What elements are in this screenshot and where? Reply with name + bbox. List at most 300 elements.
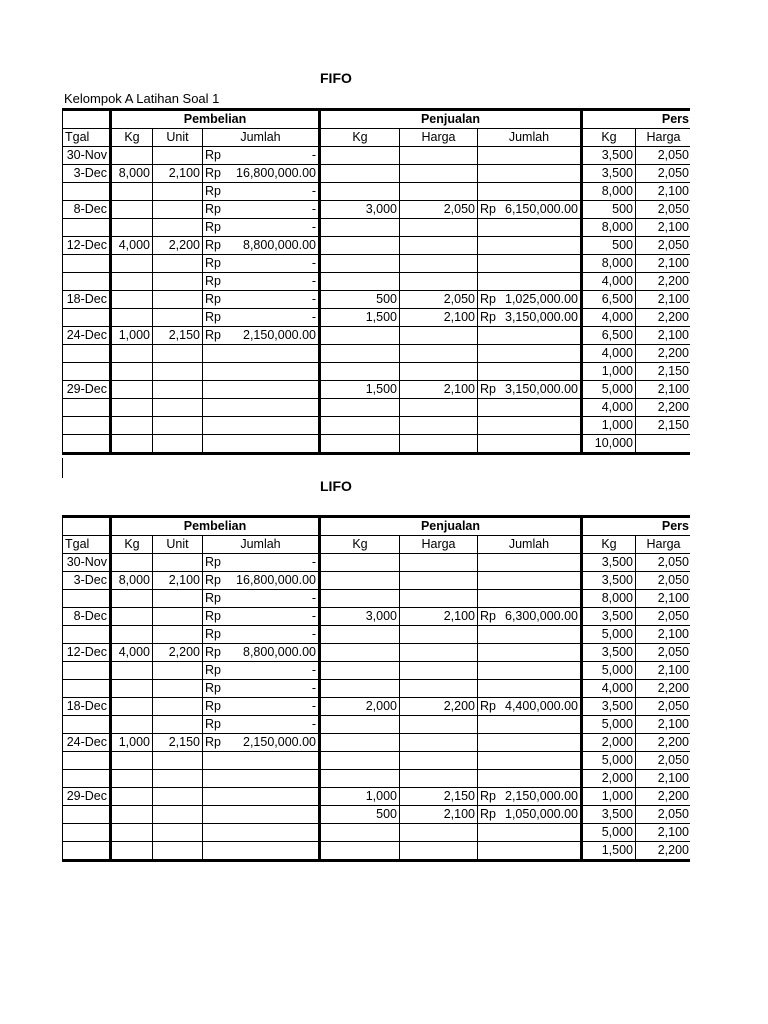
purchase-kg-cell xyxy=(111,788,153,806)
date-cell xyxy=(63,399,111,417)
inventory-price-cell: 2,100 xyxy=(636,255,692,273)
inventory-kg-cell: 2,000 xyxy=(582,770,636,788)
sale-kg-cell xyxy=(320,345,400,363)
inventory-kg-cell: 3,500 xyxy=(582,147,636,165)
currency-label: Rp xyxy=(205,735,221,749)
sale-amount-cell xyxy=(478,572,582,590)
fifo-column-header-0: Tgal xyxy=(63,129,111,147)
purchase-unit-cell xyxy=(153,806,203,824)
lifo-table-row xyxy=(63,824,692,842)
inventory-kg-cell: 1,000 xyxy=(582,363,636,381)
inventory-price-cell: 2,150 xyxy=(636,417,692,435)
purchase-kg-cell xyxy=(111,363,153,381)
purchase-amount-cell xyxy=(203,662,320,680)
lifo-table-row xyxy=(63,734,692,752)
purchase-amount-value: 2,150,000.00 xyxy=(243,735,316,749)
sale-kg-cell xyxy=(320,554,400,572)
lifo-group-header-row xyxy=(63,517,692,536)
purchase-amount-value: - xyxy=(311,292,316,306)
sale-kg-cell xyxy=(320,842,400,861)
fifo-table-row xyxy=(63,183,692,201)
sale-price-cell xyxy=(400,752,478,770)
purchase-unit-cell: 2,200 xyxy=(153,237,203,255)
purchase-unit-cell xyxy=(153,842,203,861)
purchase-amount-value: - xyxy=(311,274,316,288)
purchase-amount-cell xyxy=(203,806,320,824)
lifo-column-header-6: Jumlah xyxy=(478,536,582,554)
sale-kg-cell xyxy=(320,680,400,698)
purchase-amount-value: - xyxy=(311,202,316,216)
inventory-price-cell: 2,100 xyxy=(636,327,692,345)
date-cell xyxy=(63,345,111,363)
purchase-amount-cell xyxy=(203,680,320,698)
fifo-table-row xyxy=(63,399,692,417)
purchase-amount-value: - xyxy=(311,220,316,234)
sale-kg-cell xyxy=(320,644,400,662)
sale-amount-cell xyxy=(478,201,582,219)
purchase-amount-cell xyxy=(203,327,320,345)
purchase-unit-cell xyxy=(153,363,203,381)
purchase-amount-cell xyxy=(203,435,320,454)
currency-label: Rp xyxy=(205,148,221,162)
purchase-amount-cell xyxy=(203,752,320,770)
purchase-amount-cell xyxy=(203,417,320,435)
fifo-table xyxy=(62,108,692,455)
sale-kg-cell xyxy=(320,255,400,273)
sale-amount-wrap xyxy=(480,806,578,823)
purchase-amount-value: - xyxy=(311,184,316,198)
purchase-unit-cell xyxy=(153,309,203,327)
inventory-kg-cell: 5,000 xyxy=(582,662,636,680)
lifo-column-header-7: Kg xyxy=(582,536,636,554)
purchase-amount-value: - xyxy=(311,717,316,731)
inventory-kg-cell: 5,000 xyxy=(582,716,636,734)
sale-price-cell: 2,050 xyxy=(400,291,478,309)
date-cell xyxy=(63,590,111,608)
purchase-amount-cell xyxy=(203,345,320,363)
sale-price-cell xyxy=(400,554,478,572)
inventory-price-cell: 2,200 xyxy=(636,399,692,417)
purchase-kg-cell xyxy=(111,680,153,698)
sale-kg-cell xyxy=(320,165,400,183)
lifo-group-header-1: Pembelian xyxy=(111,517,320,536)
date-cell xyxy=(63,219,111,237)
sale-price-cell xyxy=(400,590,478,608)
sale-kg-cell xyxy=(320,626,400,644)
sale-amount-cell xyxy=(478,716,582,734)
date-cell xyxy=(63,363,111,381)
purchase-kg-cell: 8,000 xyxy=(111,165,153,183)
purchase-unit-cell xyxy=(153,417,203,435)
lifo-table-row xyxy=(63,644,692,662)
sale-amount-cell xyxy=(478,806,582,824)
currency-label: Rp xyxy=(205,256,221,270)
purchase-amount-value: - xyxy=(311,627,316,641)
lifo-table-row xyxy=(63,680,692,698)
inventory-price-cell: 2,200 xyxy=(636,734,692,752)
purchase-amount-cell xyxy=(203,608,320,626)
date-cell xyxy=(63,752,111,770)
currency-label: Rp xyxy=(205,202,221,216)
lifo-column-header-4: Kg xyxy=(320,536,400,554)
fifo-subtitle: Kelompok A Latihan Soal 1 xyxy=(64,91,220,106)
inventory-kg-cell: 5,000 xyxy=(582,824,636,842)
purchase-kg-cell xyxy=(111,752,153,770)
purchase-amount-value: - xyxy=(311,609,316,623)
sale-kg-cell xyxy=(320,435,400,454)
sale-amount-value: 6,300,000.00 xyxy=(505,609,578,623)
sale-amount-cell xyxy=(478,363,582,381)
fifo-table-row xyxy=(63,309,692,327)
sale-amount-wrap xyxy=(480,788,578,805)
lifo-table xyxy=(62,515,692,862)
date-cell xyxy=(63,255,111,273)
currency-label: Rp xyxy=(480,202,496,216)
inventory-price-cell: 2,200 xyxy=(636,680,692,698)
fifo-table-row xyxy=(63,327,692,345)
inventory-kg-cell: 500 xyxy=(582,201,636,219)
sale-kg-cell: 3,000 xyxy=(320,201,400,219)
fifo-column-header-8: Harga xyxy=(636,129,692,147)
inventory-kg-cell: 4,000 xyxy=(582,309,636,327)
purchase-amount-value: - xyxy=(311,256,316,270)
sale-amount-cell xyxy=(478,698,582,716)
sale-amount-cell xyxy=(478,788,582,806)
date-cell: 29-Dec xyxy=(63,381,111,399)
purchase-kg-cell xyxy=(111,770,153,788)
date-cell xyxy=(63,435,111,454)
sale-kg-cell: 2,000 xyxy=(320,698,400,716)
purchase-amount-value: - xyxy=(311,148,316,162)
inventory-kg-cell: 1,500 xyxy=(582,842,636,861)
lifo-column-header-0: Tgal xyxy=(63,536,111,554)
sale-amount-cell xyxy=(478,435,582,454)
sale-price-cell: 2,100 xyxy=(400,381,478,399)
purchase-amount-wrap xyxy=(205,554,316,571)
fifo-column-header-row xyxy=(63,129,692,147)
purchase-amount-cell xyxy=(203,626,320,644)
lifo-column-header-5: Harga xyxy=(400,536,478,554)
purchase-amount-cell xyxy=(203,716,320,734)
inventory-kg-cell: 4,000 xyxy=(582,273,636,291)
inventory-price-cell: 2,200 xyxy=(636,273,692,291)
fifo-title: FIFO xyxy=(320,70,352,86)
purchase-unit-cell xyxy=(153,752,203,770)
purchase-amount-wrap xyxy=(205,662,316,679)
sale-amount-cell xyxy=(478,273,582,291)
lifo-table-row xyxy=(63,626,692,644)
purchase-unit-cell xyxy=(153,590,203,608)
inventory-price-cell: 2,050 xyxy=(636,554,692,572)
fifo-table-row xyxy=(63,237,692,255)
inventory-kg-cell: 3,500 xyxy=(582,572,636,590)
sale-amount-cell xyxy=(478,255,582,273)
date-cell xyxy=(63,842,111,861)
fifo-table-row xyxy=(63,201,692,219)
sheet-clip xyxy=(690,0,768,1024)
fifo-column-header-7: Kg xyxy=(582,129,636,147)
inventory-price-cell: 2,100 xyxy=(636,219,692,237)
currency-label: Rp xyxy=(205,699,221,713)
purchase-amount-cell xyxy=(203,291,320,309)
fifo-column-header-3: Jumlah xyxy=(203,129,320,147)
currency-label: Rp xyxy=(205,555,221,569)
sale-kg-cell: 1,500 xyxy=(320,309,400,327)
inventory-kg-cell: 4,000 xyxy=(582,345,636,363)
purchase-kg-cell xyxy=(111,626,153,644)
inventory-price-cell: 2,050 xyxy=(636,698,692,716)
fifo-group-header-0 xyxy=(63,110,111,129)
purchase-amount-value: - xyxy=(311,663,316,677)
purchase-amount-cell xyxy=(203,255,320,273)
currency-label: Rp xyxy=(205,184,221,198)
inventory-price-cell xyxy=(636,435,692,454)
inventory-price-cell: 2,150 xyxy=(636,363,692,381)
sale-kg-cell xyxy=(320,219,400,237)
lifo-table-row xyxy=(63,788,692,806)
purchase-unit-cell: 2,100 xyxy=(153,572,203,590)
purchase-amount-value: - xyxy=(311,555,316,569)
sale-amount-cell xyxy=(478,219,582,237)
fifo-column-header-2: Unit xyxy=(153,129,203,147)
sale-price-cell: 2,200 xyxy=(400,698,478,716)
inventory-kg-cell: 500 xyxy=(582,237,636,255)
currency-label: Rp xyxy=(205,663,221,677)
currency-label: Rp xyxy=(205,717,221,731)
purchase-unit-cell xyxy=(153,183,203,201)
purchase-amount-cell xyxy=(203,590,320,608)
date-cell: 8-Dec xyxy=(63,201,111,219)
inventory-kg-cell: 6,500 xyxy=(582,327,636,345)
sale-price-cell xyxy=(400,662,478,680)
inventory-kg-cell: 1,000 xyxy=(582,788,636,806)
purchase-unit-cell xyxy=(153,698,203,716)
purchase-amount-wrap xyxy=(205,608,316,625)
sale-price-cell xyxy=(400,255,478,273)
sale-amount-cell xyxy=(478,644,582,662)
purchase-amount-cell xyxy=(203,554,320,572)
lifo-table-row xyxy=(63,572,692,590)
purchase-amount-cell xyxy=(203,734,320,752)
sale-amount-value: 6,150,000.00 xyxy=(505,202,578,216)
fifo-table-row xyxy=(63,147,692,165)
lifo-group-header-2: Penjualan xyxy=(320,517,582,536)
sale-price-cell: 2,050 xyxy=(400,201,478,219)
purchase-unit-cell xyxy=(153,680,203,698)
inventory-kg-cell: 3,500 xyxy=(582,698,636,716)
purchase-unit-cell: 2,150 xyxy=(153,327,203,345)
currency-label: Rp xyxy=(480,699,496,713)
purchase-unit-cell xyxy=(153,554,203,572)
purchase-unit-cell xyxy=(153,381,203,399)
inventory-price-cell: 2,100 xyxy=(636,291,692,309)
sale-price-cell xyxy=(400,345,478,363)
sale-kg-cell xyxy=(320,752,400,770)
fifo-table-row xyxy=(63,255,692,273)
sale-amount-wrap xyxy=(480,381,578,398)
purchase-amount-cell xyxy=(203,273,320,291)
purchase-unit-cell xyxy=(153,824,203,842)
currency-label: Rp xyxy=(480,382,496,396)
purchase-kg-cell xyxy=(111,842,153,861)
inventory-kg-cell: 5,000 xyxy=(582,381,636,399)
sale-kg-cell xyxy=(320,734,400,752)
sale-kg-cell: 1,500 xyxy=(320,381,400,399)
currency-label: Rp xyxy=(205,220,221,234)
lifo-table-row xyxy=(63,842,692,861)
lifo-group-header-0 xyxy=(63,517,111,536)
inventory-price-cell: 2,050 xyxy=(636,752,692,770)
purchase-unit-cell xyxy=(153,399,203,417)
purchase-kg-cell xyxy=(111,147,153,165)
sale-amount-cell xyxy=(478,309,582,327)
sale-amount-value: 3,150,000.00 xyxy=(505,310,578,324)
purchase-amount-wrap xyxy=(205,273,316,290)
purchase-amount-wrap xyxy=(205,237,316,254)
lifo-column-header-1: Kg xyxy=(111,536,153,554)
purchase-kg-cell: 4,000 xyxy=(111,644,153,662)
sale-amount-value: 3,150,000.00 xyxy=(505,382,578,396)
inventory-kg-cell: 6,500 xyxy=(582,291,636,309)
inventory-kg-cell: 1,000 xyxy=(582,417,636,435)
sale-amount-cell xyxy=(478,824,582,842)
purchase-kg-cell xyxy=(111,273,153,291)
purchase-amount-cell xyxy=(203,842,320,861)
date-cell: 30-Nov xyxy=(63,554,111,572)
sale-price-cell xyxy=(400,734,478,752)
currency-label: Rp xyxy=(480,807,496,821)
purchase-kg-cell: 8,000 xyxy=(111,572,153,590)
inventory-kg-cell: 5,000 xyxy=(582,752,636,770)
purchase-amount-cell xyxy=(203,644,320,662)
sale-price-cell: 2,100 xyxy=(400,309,478,327)
lifo-column-header-2: Unit xyxy=(153,536,203,554)
lifo-column-header-8: Harga xyxy=(636,536,692,554)
date-cell xyxy=(63,626,111,644)
sale-kg-cell xyxy=(320,183,400,201)
purchase-unit-cell xyxy=(153,662,203,680)
inventory-kg-cell: 3,500 xyxy=(582,608,636,626)
sale-amount-cell xyxy=(478,608,582,626)
purchase-amount-cell xyxy=(203,309,320,327)
purchase-unit-cell xyxy=(153,255,203,273)
inventory-price-cell: 2,050 xyxy=(636,147,692,165)
sale-kg-cell xyxy=(320,770,400,788)
purchase-amount-cell xyxy=(203,183,320,201)
purchase-kg-cell xyxy=(111,291,153,309)
currency-label: Rp xyxy=(205,310,221,324)
purchase-kg-cell xyxy=(111,554,153,572)
currency-label: Rp xyxy=(480,789,496,803)
currency-label: Rp xyxy=(205,609,221,623)
inventory-price-cell: 2,100 xyxy=(636,824,692,842)
fifo-table-row xyxy=(63,417,692,435)
purchase-unit-cell xyxy=(153,147,203,165)
purchase-amount-wrap xyxy=(205,716,316,733)
sale-kg-cell xyxy=(320,590,400,608)
inventory-price-cell: 2,050 xyxy=(636,237,692,255)
purchase-kg-cell xyxy=(111,608,153,626)
inventory-kg-cell: 3,500 xyxy=(582,644,636,662)
date-cell: 8-Dec xyxy=(63,608,111,626)
sale-amount-cell xyxy=(478,183,582,201)
sale-price-cell xyxy=(400,273,478,291)
currency-label: Rp xyxy=(205,238,221,252)
sale-amount-cell xyxy=(478,381,582,399)
inventory-kg-cell: 8,000 xyxy=(582,255,636,273)
sale-kg-cell: 500 xyxy=(320,291,400,309)
purchase-amount-wrap xyxy=(205,309,316,326)
sale-amount-cell xyxy=(478,680,582,698)
purchase-kg-cell xyxy=(111,435,153,454)
purchase-amount-cell xyxy=(203,572,320,590)
date-cell: 12-Dec xyxy=(63,237,111,255)
purchase-amount-wrap xyxy=(205,165,316,182)
inventory-price-cell: 2,100 xyxy=(636,770,692,788)
inventory-kg-cell: 3,500 xyxy=(582,554,636,572)
purchase-amount-value: - xyxy=(311,310,316,324)
sale-kg-cell xyxy=(320,572,400,590)
purchase-amount-value: 16,800,000.00 xyxy=(236,166,316,180)
date-cell: 30-Nov xyxy=(63,147,111,165)
purchase-amount-value: - xyxy=(311,681,316,695)
purchase-amount-wrap xyxy=(205,572,316,589)
sale-amount-cell xyxy=(478,554,582,572)
currency-label: Rp xyxy=(205,645,221,659)
sale-amount-cell xyxy=(478,626,582,644)
sale-price-cell xyxy=(400,842,478,861)
sale-amount-cell xyxy=(478,842,582,861)
date-cell xyxy=(63,183,111,201)
sale-amount-cell xyxy=(478,291,582,309)
inventory-kg-cell: 5,000 xyxy=(582,626,636,644)
date-cell xyxy=(63,273,111,291)
sale-amount-wrap xyxy=(480,698,578,715)
purchase-amount-cell xyxy=(203,237,320,255)
inventory-price-cell: 2,050 xyxy=(636,572,692,590)
sale-price-cell xyxy=(400,417,478,435)
inventory-price-cell: 2,100 xyxy=(636,626,692,644)
inventory-kg-cell: 8,000 xyxy=(582,219,636,237)
sale-amount-value: 1,025,000.00 xyxy=(505,292,578,306)
purchase-amount-wrap xyxy=(205,644,316,661)
date-cell xyxy=(63,680,111,698)
fifo-column-header-5: Harga xyxy=(400,129,478,147)
sale-amount-wrap xyxy=(480,291,578,308)
fifo-column-header-4: Kg xyxy=(320,129,400,147)
lifo-table-row xyxy=(63,806,692,824)
sale-amount-cell xyxy=(478,237,582,255)
lifo-table-row xyxy=(63,608,692,626)
purchase-amount-cell xyxy=(203,381,320,399)
purchase-amount-cell xyxy=(203,770,320,788)
purchase-kg-cell xyxy=(111,219,153,237)
inventory-price-cell: 2,200 xyxy=(636,842,692,861)
fifo-table-row xyxy=(63,435,692,454)
purchase-amount-cell xyxy=(203,698,320,716)
purchase-amount-cell xyxy=(203,788,320,806)
date-cell: 18-Dec xyxy=(63,291,111,309)
sale-kg-cell xyxy=(320,417,400,435)
purchase-amount-value: - xyxy=(311,591,316,605)
fifo-table-row xyxy=(63,381,692,399)
currency-label: Rp xyxy=(205,591,221,605)
date-cell: 24-Dec xyxy=(63,734,111,752)
sale-kg-cell xyxy=(320,363,400,381)
sale-amount-wrap xyxy=(480,608,578,625)
currency-label: Rp xyxy=(205,627,221,641)
inventory-price-cell: 2,100 xyxy=(636,716,692,734)
